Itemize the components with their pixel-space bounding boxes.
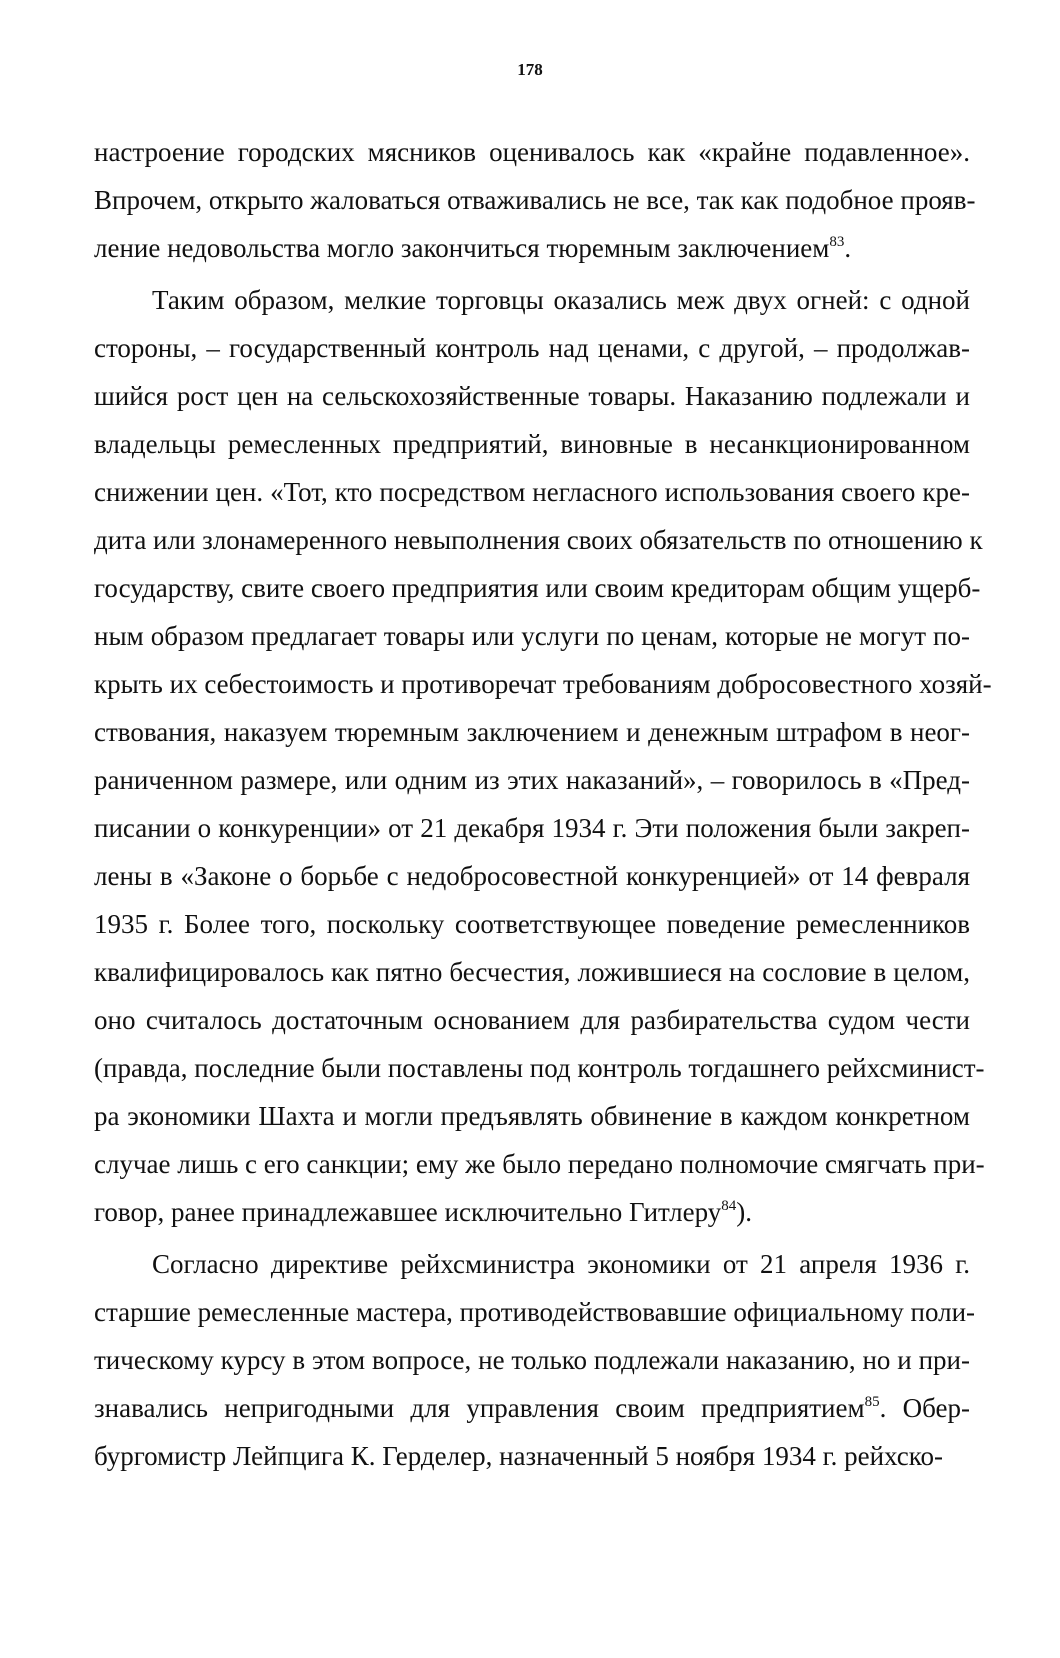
line-text: . Обер-: [879, 1393, 970, 1423]
text-line: [94, 1240, 970, 1288]
line-text: раниченном размере, или одним из этих наказаний», – говорилось в «Пред-: [94, 765, 970, 795]
line-text: владельцы ремесленных предприятий, виновные в несанкционированном: [94, 429, 970, 459]
line-text: оно считалось достаточным основанием для разбирательства судом чести: [94, 1005, 970, 1035]
text-line: [94, 1044, 985, 1092]
paragraph: [94, 276, 992, 1236]
line-text: бургомистр Лейпцига К. Герделер, назначенный 5 ноября 1934 г. рейхско-: [94, 1441, 943, 1471]
text-line: [94, 900, 970, 948]
text-line: [94, 804, 970, 852]
text-line: [94, 1140, 985, 1188]
line-text: .: [844, 233, 852, 263]
text-line: [94, 276, 970, 324]
text-line: [94, 660, 992, 708]
text-line: [94, 128, 970, 176]
page-number: 178: [517, 60, 543, 79]
line-text: лены в «Законе о борьбе с недобросовестной конкуренцией» от 14 февраля: [94, 861, 970, 891]
line-text: ным образом предлагает товары или услуги по ценам, которые не могут по-: [94, 621, 970, 651]
text-line: [94, 852, 970, 900]
line-text: государству, свите своего предприятия или своим кредиторам общим ущерб-: [94, 573, 981, 603]
text-line: [94, 564, 981, 612]
line-text: знавались непригодными для управления своим предприятием: [94, 1393, 865, 1423]
text-line: [94, 1188, 970, 1236]
text-line: [94, 324, 970, 372]
line-text: ление недовольства могло закончиться тюремным заключением: [94, 233, 830, 263]
line-text: дита или злонамеренного невыполнения своих обязательств по отношению к: [94, 525, 983, 555]
line-text: ра экономики Шахта и могли предъявлять обвинение в каждом конкретном: [94, 1101, 970, 1131]
text-line: [94, 468, 970, 516]
line-text: Впрочем, открыто жаловаться отваживались не все, так как подобное прояв-: [94, 185, 976, 215]
line-text: стороны, – государственный контроль над ценами, с другой, – продолжав-: [94, 333, 970, 363]
footnote-ref: 84: [721, 1198, 737, 1214]
line-text: старшие ремесленные мастера, противодействовавшие официальному поли-: [94, 1297, 976, 1327]
text-line: [94, 1288, 976, 1336]
text-line: [94, 420, 970, 468]
line-text: Таким образом, мелкие торговцы оказались меж двух огней: с одной: [152, 285, 970, 315]
line-text: писании о конкуренции» от 21 декабря 1934 г. Эти положения были закреп-: [94, 813, 970, 843]
line-text: крыть их себестоимость и противоречат требованиям добросовестного хозяй-: [94, 669, 992, 699]
line-text: случае лишь с его санкции; ему же было передано полномочие смягчать при-: [94, 1149, 985, 1179]
text-line: [94, 224, 970, 272]
footnote-ref: 83: [829, 234, 845, 250]
text-line: [94, 996, 970, 1044]
paragraph: [94, 1240, 976, 1480]
line-text: (правда, последние были поставлены под контроль тогдашнего рейхсминист-: [94, 1053, 985, 1083]
text-line: [94, 756, 970, 804]
line-text: Согласно директиве рейхсминистра экономики от 21 апреля 1936 г.: [152, 1249, 970, 1279]
text-line: [94, 516, 983, 564]
line-text: ствования, наказуем тюремным заключением и денежным штрафом в неог-: [94, 717, 970, 747]
line-text: ).: [736, 1197, 753, 1227]
line-text: шийся рост цен на сельскохозяйственные товары. Наказанию подлежали и: [94, 381, 970, 411]
text-line: [94, 372, 970, 420]
text-line: [94, 708, 970, 756]
line-text: говор, ранее принадлежавшее исключительно Гитлеру: [94, 1197, 722, 1227]
text-line: [94, 1432, 970, 1480]
text-line: [94, 1336, 970, 1384]
line-text: квалифицировалось как пятно бесчестия, ложившиеся на сословие в целом,: [94, 957, 970, 987]
text-line: [94, 176, 976, 224]
line-text: снижении цен. «Тот, кто посредством негласного использования своего кре-: [94, 477, 970, 507]
body-text: [94, 128, 992, 1480]
line-text: настроение городских мясников оценивалось как «крайне подавленное».: [94, 137, 970, 167]
paragraph: [94, 128, 976, 272]
footnote-ref: 85: [864, 1394, 880, 1410]
text-line: [94, 948, 970, 996]
line-text: тическому курсу в этом вопросе, не только подлежали наказанию, но и при-: [94, 1345, 970, 1375]
text-line: [94, 1384, 970, 1432]
line-text: 1935 г. Более того, поскольку соответствующее поведение ремесленников: [94, 909, 970, 939]
text-line: [94, 1092, 970, 1140]
text-line: [94, 612, 970, 660]
